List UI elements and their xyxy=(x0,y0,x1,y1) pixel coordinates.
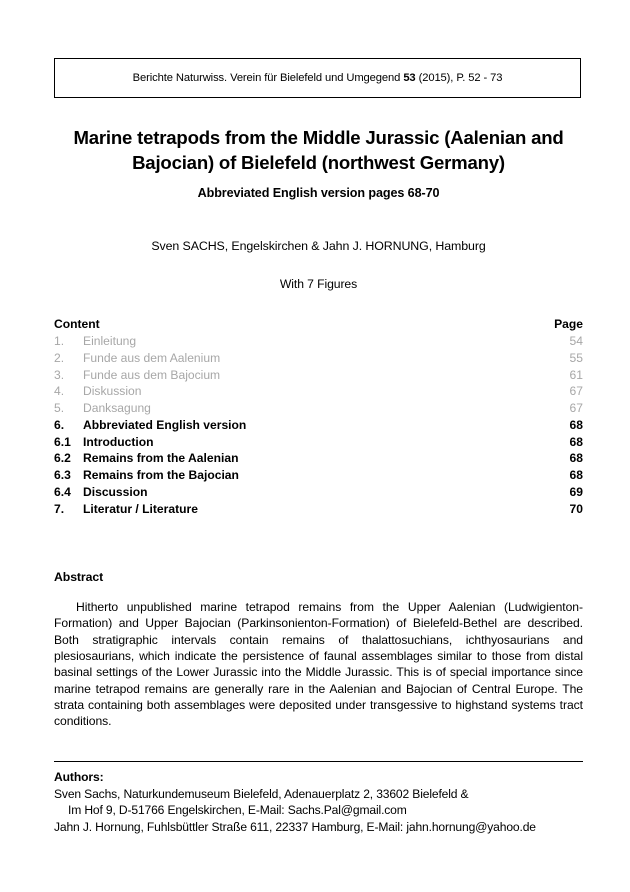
toc-row-page: 68 xyxy=(569,451,583,466)
document-page xyxy=(54,0,583,892)
page-title-line-2: Bajocian) of Bielefeld (northwest Germany) xyxy=(132,151,505,173)
toc-row[interactable] xyxy=(54,350,583,367)
toc-row-page: 67 xyxy=(569,384,583,399)
abstract-heading: Abstract xyxy=(54,570,104,584)
toc-row-number: 1. xyxy=(54,334,65,349)
toc-row-page: 68 xyxy=(569,434,583,449)
journal-name: Berichte Naturwiss. Verein für Bielefeld und Umgegend xyxy=(132,72,404,84)
toc-row[interactable] xyxy=(54,484,583,501)
toc-rows xyxy=(54,333,583,517)
toc-row-number: 5. xyxy=(54,401,65,416)
toc-row-page: 70 xyxy=(569,501,583,516)
toc-header-row xyxy=(54,316,583,333)
authors-heading: Authors: xyxy=(54,770,104,784)
title-block xyxy=(54,126,583,291)
toc-row[interactable] xyxy=(54,501,583,518)
toc-header-content: Content xyxy=(54,317,100,331)
toc-row-page: 55 xyxy=(569,350,583,365)
abstract-text: Hitherto unpublished marine tetrapod remains from the Upper Aalenian (Ludwigienton-Formation) and Upper Bajocian (Parkinsonienton-Formation) of Bielefeld-Bethel are described. Both stratigraphic intervals contain remains of thalattosuchians, ichthyosaurians and plesiosaurians, which indicate the persistence of faunal assemblages similar to those from distal basinal settings of the Lower Jurassic into the Middle Jurassic. This is of special importance since marine tetrapod remains are generally rare in the Aalenian and Bajocian of Central Europe. The strata containing both assemblages were deposited under transgessive to highstand systems tract conditions. xyxy=(54,600,583,729)
toc-row-page: 68 xyxy=(569,468,583,483)
figure-count-note: With 7 Figures xyxy=(279,277,358,292)
author-byline: Sven SACHS, Engelskirchen & Jahn J. HORNUNG, Hamburg xyxy=(151,239,486,254)
toc-row-label: Remains from the Aalenian xyxy=(83,451,239,466)
table-of-contents xyxy=(54,316,583,517)
toc-row[interactable] xyxy=(54,367,583,384)
toc-row-number: 6.4 xyxy=(54,484,71,499)
toc-row-label: Literatur / Literature xyxy=(83,501,198,516)
toc-row-number: 6.1 xyxy=(54,434,71,449)
toc-header-page: Page xyxy=(554,317,583,331)
toc-row[interactable] xyxy=(54,383,583,400)
author-contact-line: Sven Sachs, Naturkundemuseum Bielefeld, Adenauerplatz 2, 33602 Bielefeld & xyxy=(54,786,469,801)
toc-row-page: 54 xyxy=(569,334,583,349)
journal-citation-box xyxy=(54,58,581,98)
authors-lines xyxy=(54,786,583,836)
toc-row-label: Remains from the Bajocian xyxy=(83,468,239,483)
toc-row-number: 3. xyxy=(54,367,65,382)
toc-row[interactable] xyxy=(54,333,583,350)
toc-row-number: 6.2 xyxy=(54,451,71,466)
toc-row-label: Discussion xyxy=(83,484,148,499)
toc-row[interactable] xyxy=(54,467,583,484)
toc-row-page: 61 xyxy=(569,367,583,382)
journal-year-pages: (2015), P. 52 - 73 xyxy=(415,72,503,84)
page-title xyxy=(54,126,583,175)
toc-row-page: 68 xyxy=(569,417,583,432)
toc-row-number: 6. xyxy=(54,417,65,432)
toc-row-label: Abbreviated English version xyxy=(83,417,247,432)
toc-row-label: Einleitung xyxy=(83,334,137,349)
toc-row[interactable] xyxy=(54,450,583,467)
toc-row[interactable] xyxy=(54,434,583,451)
journal-volume: 53 xyxy=(403,72,416,84)
toc-row[interactable] xyxy=(54,400,583,417)
page-subtitle: Abbreviated English version pages 68-70 xyxy=(197,186,440,201)
author-contact-line: Im Hof 9, D-51766 Engelskirchen, E-Mail: Sachs.Pal@gmail.com xyxy=(68,803,407,818)
authors-footer xyxy=(54,769,583,836)
toc-row-label: Introduction xyxy=(83,434,154,449)
toc-row-number: 2. xyxy=(54,350,65,365)
footer-divider xyxy=(54,761,583,762)
page-title-line-1: Marine tetrapods from the Middle Jurassic (Aalenian and xyxy=(73,127,564,148)
toc-row-page: 67 xyxy=(569,401,583,416)
toc-row-label: Danksagung xyxy=(83,401,151,416)
toc-row-page: 69 xyxy=(569,484,583,499)
toc-row[interactable] xyxy=(54,417,583,434)
toc-row-label: Funde aus dem Aalenium xyxy=(83,350,221,365)
toc-row-number: 6.3 xyxy=(54,468,71,483)
toc-row-label: Diskussion xyxy=(83,384,142,399)
journal-citation-text xyxy=(133,72,503,84)
toc-row-number: 7. xyxy=(54,501,65,516)
author-contact-line: Jahn J. Hornung, Fuhlsbüttler Straße 611, 22337 Hamburg, E-Mail: jahn.hornung@yahoo.de xyxy=(54,819,536,834)
abstract-section xyxy=(54,570,583,730)
toc-row-number: 4. xyxy=(54,384,65,399)
toc-row-label: Funde aus dem Bajocium xyxy=(83,367,221,382)
